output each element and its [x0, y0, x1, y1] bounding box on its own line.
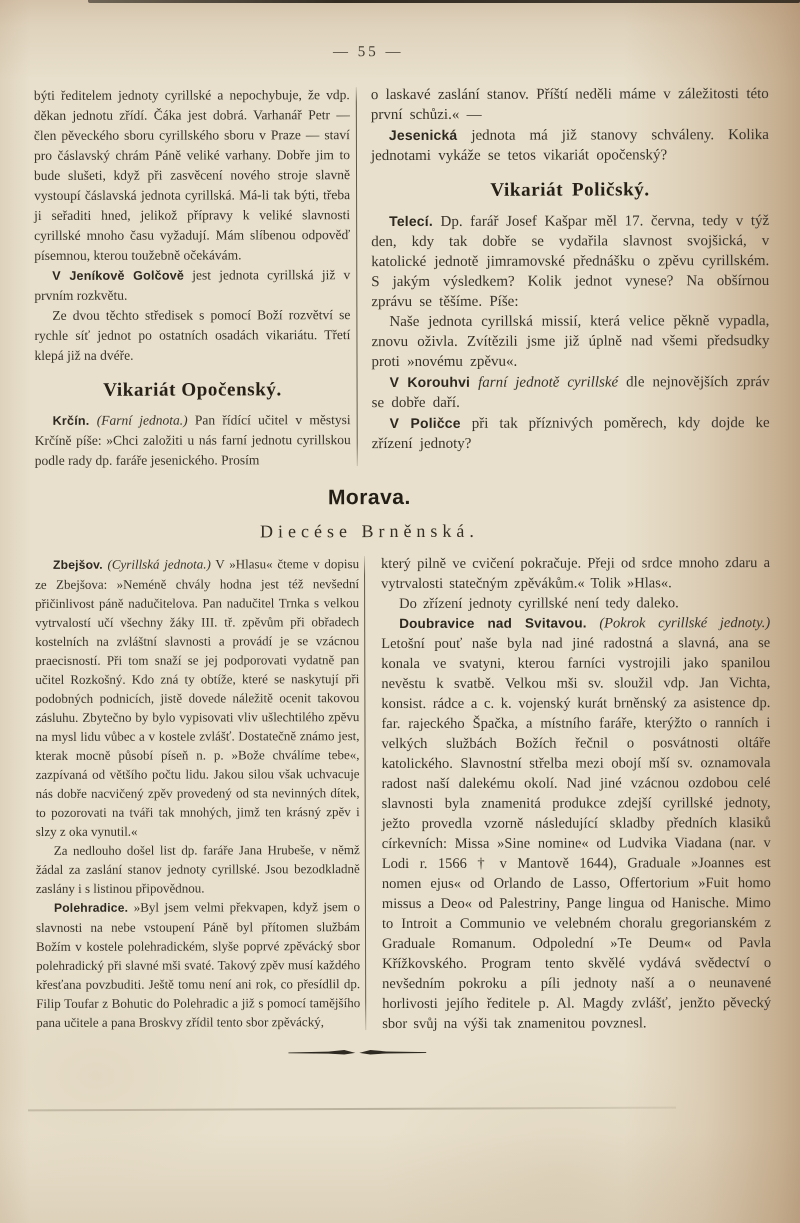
paragraph — [372, 412, 770, 454]
bottom-section — [35, 553, 771, 1035]
entry-text: V »Hlasu« čteme v dopisu ze Zbejšova: »Neméně chvály hodna jest též nevšední přičinlivost páně nadučitelova. Pan nadučitel Trnka s velkou vytrvalostí učí všechny žáky III. tř. zpěvům při obřadech kostelních na zvláštní slavnosti a provádí je se vzácnou praecisností. Při tom snaží se jej podporovati vydatně pan učitel Rozkošný. Kdo zná ty obtíže, které se naskytují při podobných podnicích, jistě dovede náležitě ocenit takovou zásluhu. Zbytečno by bylo vypisovati vliv ušlechtilého zpěvu na mysl lidu vůbec a v kostele zvlášť. Dostatečně známo jest, kterak mocně působí píseň n. p. »Bože chválíme tebe«, zazpívaná od většího počtu lidu. Jakou silou však uchvacuje nás dobře nacvičený zpěv provedený od sta nevinných dítek, to pozorovati na tváři tak mnohých, jimž ten krásný zpěv i slzy z oka vynutil.« — [35, 556, 360, 839]
entry-subtitle-italic: (Pokrok cyrillské jednoty.) — [599, 615, 771, 632]
column-divider-rule — [356, 87, 358, 466]
entry-text: jest jednota cyrillská již v prvním rozkvětu. — [34, 267, 351, 303]
entry-text: dle nejnovějších zpráv se dobře daří. — [371, 374, 770, 412]
region-header — [35, 485, 770, 543]
paragraph — [35, 410, 351, 471]
section-heading-policsky: Vikariát Poličský. — [490, 179, 650, 201]
entry-lead: Polehradice. — [53, 900, 129, 915]
entry-lead: V Poličce — [389, 414, 461, 432]
entry-lead: Zbejšov. — [53, 557, 103, 572]
paragraph-continuation: který pilně ve cvičení pokračuje. Přeji od srdce mnoho zdaru a vytrvalosti statečným zpěvákům.« Tolik »Hlas«. — [381, 555, 771, 593]
column-divider-rule — [364, 556, 366, 1030]
entry-lead: Telecí. — [389, 212, 433, 230]
entry-text: jednota má již stanovy schváleny. Kolika jednotami vykáže se tetos vikariát opočenský? — [370, 127, 769, 165]
top-right-column — [371, 84, 770, 470]
end-ornament-swelled-rule — [288, 1048, 426, 1058]
entry-lead: V Korouhvi — [389, 373, 471, 391]
entry-lead: Doubravice nad Svitavou. — [399, 615, 587, 632]
paragraph — [371, 124, 769, 166]
paragraph: Do zřízení jednoty cyrillské není tedy daleko. — [399, 595, 679, 613]
entry-text: při tak příznivých poměrech, kdy dojde ke zřízení jednoty? — [371, 415, 770, 453]
paragraph — [35, 554, 360, 841]
entry-text: Letošní pouť naše byla nad jiné radostná a slavná, ana se konala ve svatyni, kterou farníci vystrojili jako spanilou nevěstu k svatbě. Velkou mši sv. sloužil vdp. Jan Vichta, konsist. rádce a c. k. vojenský kurát brněnský za asistence dp. far. rajeckého Špačka, a místního faráře, kterýžto o ranních i velkých službách Božích řečnil o posvátnosti oltáře katolického. Slavnostní střelba mezi obojí mší sv. oznamovala radost naší dalekému okolí. Nad jiné vzácnou ozdobou celé slavnosti byla znamenitá produkce zdejší cyrillské jednoty, ježto provedla vzorně následující skladby předních klasiků církevních: Missa »Sine nomine« od Ludvika Viadana (nar. v Lodi r. 1566 † v Mantově 1644), Graduale »Joannes est nomen ejus« od Orlando de Lasso, Offertorium »Fuit homo missus a Deo« od Palestriny, Pange lingua od Hanische. Mimo to Introit a Communio ve velebném choralu gregorianském z Graduale Romanum. Odpolední »Te Deum« od Pavla Křížkovského. Program tento skvělé vydává svědectví o nevšedním pokroku a píli jednoty naší a o neunavené horlivosti jejího ředitele p. Al. Magdy zvlášť, jenžto pěvecký sbor svůj na výši tak znamenitou povznesl. — [381, 635, 772, 1033]
entry-text: Dp. farář Josef Kašpar měl 17. června, tedy v týž den, kdy tak dobře se vydařila slavnost svojšická, v katolické jednotě jimramovské přednášku o zpěvu cyrillském. S jakým výsledkem? Kolik jednot vynese? Na obšírnou zprávu se těšíme. Píše: — [371, 213, 770, 311]
entry-subtitle-italic: (Farní jednota.) — [96, 412, 188, 428]
paragraph — [34, 265, 350, 306]
paragraph: Ze dvou těchto středisek s pomocí Boží rozvětví se rychle síť jednot po ostatních osadách vikariátu. Třetí klepá již na dvéře. — [34, 307, 351, 363]
diocese-subtitle: Diecése Brněnská. — [259, 520, 479, 542]
region-title: Morava. — [327, 485, 411, 510]
paragraph — [372, 371, 770, 413]
entry-text: Pan řídící učitel v městysi Krčíně píše: »Chci založiti u nás farní jednotu cyrillskou podle rady dp. faráře jesenického. Prosím — [34, 412, 351, 468]
paragraph — [36, 897, 360, 1032]
entry-text: »Byl jsem velmi překvapen, když jsem o slavnosti na nebe vstoupení Páně byl přítomen službám Božím v kostele polehradickém, slyše poprvé zpěvácký sbor polehradický při slavné mši svaté. Takový zpěv musí každého křesťana povzbuditi. Ještě tomu není ani rok, co přesídlil dp. Filip Toufar z Bohutic do Polehradic a již s pomocí tamějšího pana učitele a pana Broskvy zřídil tento sbor zpěvácký, — [35, 899, 361, 1030]
paragraph — [381, 613, 771, 1034]
entry-lead: Jesenická — [388, 126, 458, 144]
page-number: — 55 — — [332, 43, 404, 61]
paragraph: Za nedlouho došel list dp. faráře Jana Hrubeše, v němž žádal za zaslání stanov jednoty cyrillské. Jsou bezodkladně zaslány i s listinou připovědnou. — [35, 842, 360, 896]
bottom-right-column — [381, 553, 771, 1034]
section-heading-opocensky: Vikariát Opočenský. — [103, 379, 282, 401]
paragraph-continuation: o laskavé zaslání stanov. Příští neděli máme v záležitosti této první schůzi.« — — [370, 86, 769, 124]
entry-subtitle-italic: farní jednotě cyrillské — [478, 374, 619, 391]
top-section — [34, 84, 770, 471]
entry-subtitle-italic: (Cyrillská jednota.) — [107, 556, 211, 572]
page-content — [34, 43, 772, 1059]
top-left-column — [34, 85, 351, 471]
paragraph-continuation: býti ředitelem jednoty cyrillské a nepochybuje, že vdp. děkan jednotu zřídí. Čáka jest dobrá. Varhanář Petr — člen pěveckého sboru cyrillského sboru v Praze — staví pro čáslavský chrám Páně veliké varhany. Dobře jim to bude slušeti, když při zasvěcení nového stroje slavně vystoupí čáslavská jednota cyrillská. Má-li tak býti, třeba ji seřaditi hned, jelikož přípravy k veliké slavnosti cyrillské mnoho času vyžadují. Mám slíbenou odpověď písemnou, kterou toužebně očekávám. — [33, 87, 351, 263]
bottom-left-column — [35, 554, 360, 1035]
scan-edge-line — [88, 0, 800, 3]
paragraph: Naše jednota cyrillská missií, která velice pěkně vypadla, znovu oživla. Zvítězili jsme již úplně nad všemi předsudky proti »novému zpěvu«. — [371, 313, 770, 371]
show-through-line — [28, 1107, 676, 1112]
paragraph — [371, 210, 769, 312]
entry-lead: V Jeníkově Golčově — [52, 268, 185, 283]
entry-lead: Krčín. — [52, 413, 90, 428]
